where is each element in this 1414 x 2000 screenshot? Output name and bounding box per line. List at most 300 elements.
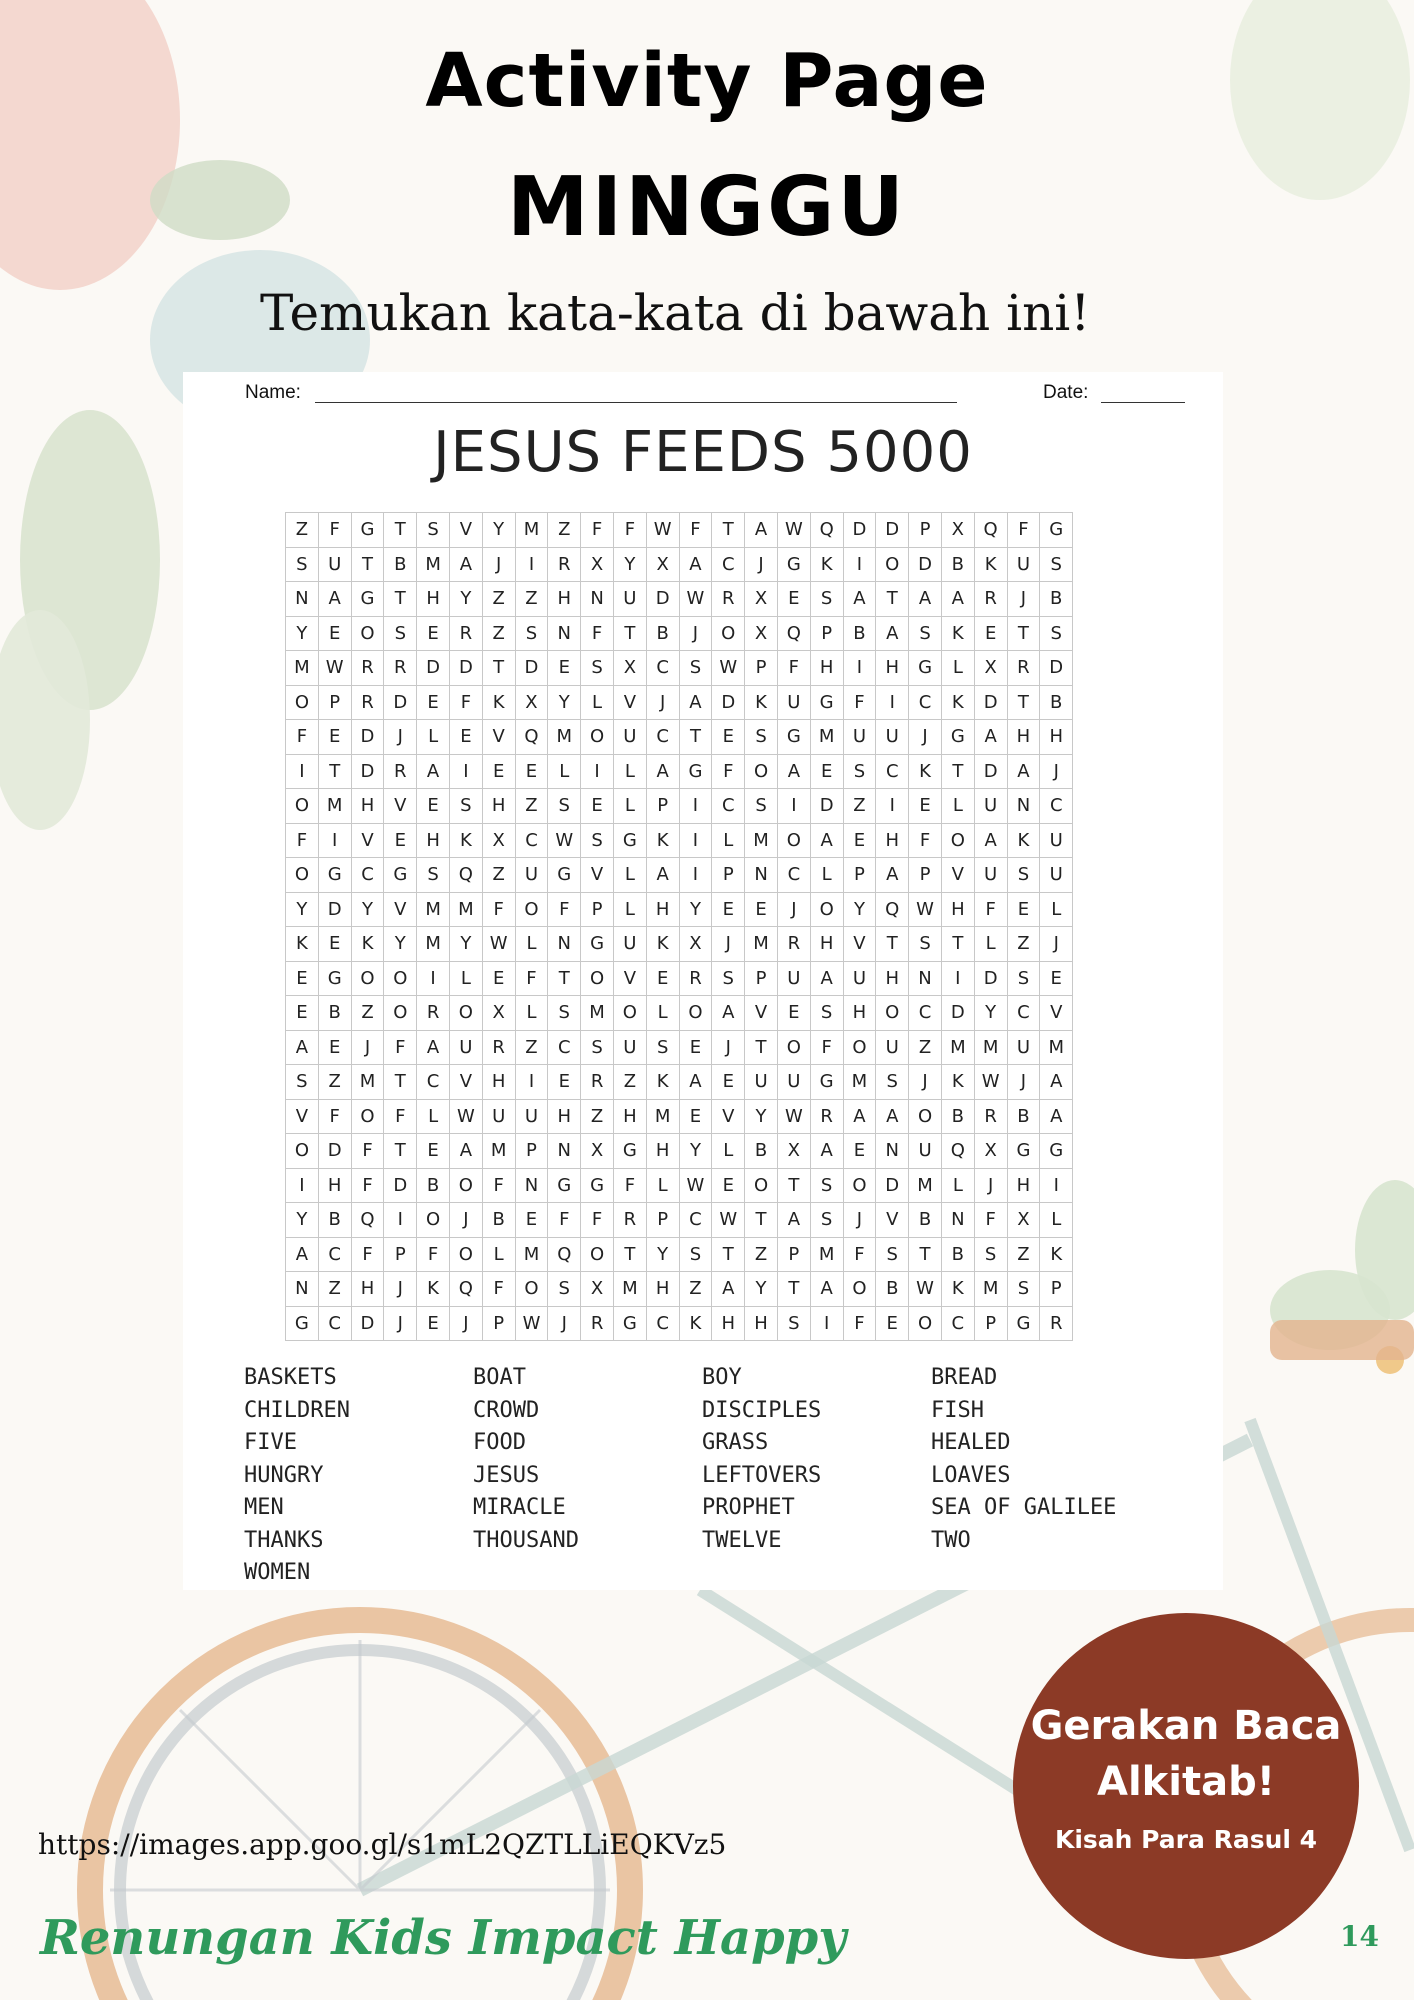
grid-cell: H bbox=[548, 582, 581, 617]
grid-cell: U bbox=[777, 1065, 810, 1100]
grid-cell: Z bbox=[515, 789, 548, 824]
grid-cell: T bbox=[941, 754, 974, 789]
grid-cell: V bbox=[745, 996, 778, 1031]
grid-cell: S bbox=[876, 1065, 909, 1100]
grid-cell: H bbox=[351, 789, 384, 824]
grid-cell: A bbox=[909, 582, 942, 617]
grid-cell: E bbox=[318, 616, 351, 651]
grid-cell: F bbox=[581, 513, 614, 548]
grid-cell: T bbox=[745, 1203, 778, 1238]
grid-cell: E bbox=[286, 961, 319, 996]
grid-cell: X bbox=[745, 616, 778, 651]
grid-cell: H bbox=[1040, 720, 1073, 755]
grid-cell: Q bbox=[810, 513, 843, 548]
grid-cell: X bbox=[581, 547, 614, 582]
grid-cell: A bbox=[810, 1134, 843, 1169]
grid-cell: F bbox=[974, 892, 1007, 927]
grid-cell: H bbox=[876, 823, 909, 858]
grid-cell: W bbox=[712, 1203, 745, 1238]
grid-cell: F bbox=[712, 754, 745, 789]
grid-cell: T bbox=[482, 651, 515, 686]
grid-cell: A bbox=[843, 1099, 876, 1134]
grid-cell: O bbox=[449, 996, 482, 1031]
grid-cell: K bbox=[810, 547, 843, 582]
grid-cell: M bbox=[909, 1168, 942, 1203]
grid-cell: Q bbox=[548, 1237, 581, 1272]
grid-cell: N bbox=[548, 616, 581, 651]
grid-cell: F bbox=[482, 1272, 515, 1307]
grid-cell: U bbox=[1040, 858, 1073, 893]
grid-cell: K bbox=[482, 685, 515, 720]
grid-row bbox=[286, 1134, 1073, 1169]
grid-cell: M bbox=[974, 1272, 1007, 1307]
grid-cell: F bbox=[351, 1134, 384, 1169]
grid-cell: U bbox=[613, 1030, 646, 1065]
grid-cell: P bbox=[646, 789, 679, 824]
grid-cell: F bbox=[581, 616, 614, 651]
grid-cell: O bbox=[941, 823, 974, 858]
grid-cell: L bbox=[482, 1237, 515, 1272]
grid-cell: W bbox=[482, 927, 515, 962]
grid-cell: W bbox=[679, 1168, 712, 1203]
grid-cell: G bbox=[613, 823, 646, 858]
grid-cell: X bbox=[1007, 1203, 1040, 1238]
grid-cell: D bbox=[318, 1134, 351, 1169]
grid-cell: L bbox=[581, 685, 614, 720]
grid-cell: Y bbox=[286, 1203, 319, 1238]
grid-cell: S bbox=[548, 996, 581, 1031]
grid-cell: B bbox=[909, 1203, 942, 1238]
grid-cell: S bbox=[646, 1030, 679, 1065]
grid-row bbox=[286, 685, 1073, 720]
grid-cell: R bbox=[581, 1306, 614, 1341]
grid-row bbox=[286, 582, 1073, 617]
grid-cell: Q bbox=[449, 1272, 482, 1307]
grid-cell: Y bbox=[548, 685, 581, 720]
word-item: GRASS bbox=[702, 1430, 769, 1455]
grid-cell: K bbox=[646, 927, 679, 962]
grid-cell: C bbox=[318, 1237, 351, 1272]
grid-cell: T bbox=[712, 513, 745, 548]
grid-cell: A bbox=[712, 996, 745, 1031]
grid-cell: H bbox=[417, 582, 450, 617]
grid-cell: M bbox=[286, 651, 319, 686]
grid-cell: J bbox=[1040, 927, 1073, 962]
grid-cell: J bbox=[843, 1203, 876, 1238]
grid-cell: E bbox=[318, 1030, 351, 1065]
grid-cell: H bbox=[417, 823, 450, 858]
grid-cell: G bbox=[1040, 513, 1073, 548]
grid-cell: I bbox=[941, 961, 974, 996]
grid-cell: C bbox=[679, 1203, 712, 1238]
grid-cell: V bbox=[581, 858, 614, 893]
word-item: FOOD bbox=[473, 1430, 526, 1455]
grid-cell: Q bbox=[941, 1134, 974, 1169]
grid-cell: F bbox=[482, 892, 515, 927]
grid-cell: R bbox=[581, 1065, 614, 1100]
grid-cell: V bbox=[384, 789, 417, 824]
grid-cell: T bbox=[745, 1030, 778, 1065]
grid-cell: C bbox=[777, 858, 810, 893]
grid-cell: Z bbox=[1007, 927, 1040, 962]
grid-cell: L bbox=[941, 789, 974, 824]
grid-cell: Y bbox=[286, 616, 319, 651]
brand-signature: Renungan Kids Impact Happy bbox=[40, 1910, 847, 1966]
grid-cell: F bbox=[384, 1030, 417, 1065]
grid-cell: Y bbox=[679, 1134, 712, 1169]
grid-cell: W bbox=[909, 1272, 942, 1307]
grid-cell: B bbox=[482, 1203, 515, 1238]
grid-cell: F bbox=[909, 823, 942, 858]
word-item: TWELVE bbox=[702, 1527, 782, 1553]
grid-cell: F bbox=[843, 685, 876, 720]
grid-cell: G bbox=[613, 1306, 646, 1341]
grid-cell: Y bbox=[449, 582, 482, 617]
grid-cell: U bbox=[613, 927, 646, 962]
grid-cell: F bbox=[515, 961, 548, 996]
grid-cell: N bbox=[581, 582, 614, 617]
grid-cell: E bbox=[712, 720, 745, 755]
grid-cell: H bbox=[548, 1099, 581, 1134]
grid-cell: P bbox=[909, 513, 942, 548]
grid-cell: U bbox=[449, 1030, 482, 1065]
grid-cell: B bbox=[941, 547, 974, 582]
letter-grid bbox=[285, 512, 1073, 1341]
grid-cell: A bbox=[449, 547, 482, 582]
grid-cell: F bbox=[581, 1203, 614, 1238]
grid-cell: S bbox=[909, 927, 942, 962]
reading-badge bbox=[1013, 1613, 1359, 1959]
grid-cell: O bbox=[909, 1099, 942, 1134]
grid-cell: Z bbox=[351, 996, 384, 1031]
grid-cell: L bbox=[810, 858, 843, 893]
grid-cell: S bbox=[712, 961, 745, 996]
grid-cell: C bbox=[318, 1306, 351, 1341]
grid-cell: M bbox=[515, 513, 548, 548]
grid-cell: R bbox=[482, 1030, 515, 1065]
grid-cell: Q bbox=[351, 1203, 384, 1238]
grid-cell: I bbox=[679, 789, 712, 824]
grid-cell: F bbox=[777, 651, 810, 686]
grid-cell: I bbox=[679, 823, 712, 858]
grid-cell: V bbox=[384, 892, 417, 927]
grid-cell: D bbox=[384, 1168, 417, 1203]
grid-cell: J bbox=[384, 720, 417, 755]
badge-line-3: Kisah Para Rasul 4 bbox=[1054, 1825, 1318, 1854]
grid-cell: F bbox=[548, 892, 581, 927]
word-item: MEN bbox=[244, 1495, 284, 1520]
grid-cell: D bbox=[810, 789, 843, 824]
grid-cell: Z bbox=[515, 1030, 548, 1065]
grid-cell: S bbox=[449, 789, 482, 824]
grid-cell: T bbox=[777, 1272, 810, 1307]
grid-cell: E bbox=[318, 720, 351, 755]
grid-cell: G bbox=[548, 858, 581, 893]
grid-cell: L bbox=[712, 823, 745, 858]
grid-cell: R bbox=[777, 927, 810, 962]
grid-cell: L bbox=[613, 858, 646, 893]
grid-cell: L bbox=[941, 1168, 974, 1203]
grid-cell: B bbox=[876, 1272, 909, 1307]
grid-cell: U bbox=[974, 858, 1007, 893]
grid-cell: D bbox=[318, 892, 351, 927]
grid-cell: H bbox=[941, 892, 974, 927]
grid-cell: J bbox=[449, 1203, 482, 1238]
grid-cell: P bbox=[810, 616, 843, 651]
grid-cell: O bbox=[712, 616, 745, 651]
grid-cell: R bbox=[1007, 651, 1040, 686]
grid-cell: O bbox=[449, 1237, 482, 1272]
grid-cell: S bbox=[777, 1306, 810, 1341]
grid-cell: E bbox=[482, 754, 515, 789]
grid-cell: J bbox=[712, 1030, 745, 1065]
grid-cell: Z bbox=[909, 1030, 942, 1065]
grid-cell: I bbox=[318, 823, 351, 858]
grid-cell: N bbox=[515, 1168, 548, 1203]
grid-cell: E bbox=[515, 754, 548, 789]
grid-cell: G bbox=[1007, 1306, 1040, 1341]
grid-cell: S bbox=[1040, 616, 1073, 651]
grid-cell: E bbox=[318, 927, 351, 962]
grid-cell: L bbox=[417, 1099, 450, 1134]
grid-row bbox=[286, 513, 1073, 548]
grid-cell: Y bbox=[449, 927, 482, 962]
grid-cell: C bbox=[351, 858, 384, 893]
grid-cell: V bbox=[712, 1099, 745, 1134]
grid-cell: V bbox=[876, 1203, 909, 1238]
grid-cell: A bbox=[810, 1272, 843, 1307]
grid-cell: U bbox=[974, 789, 1007, 824]
grid-cell: S bbox=[548, 1272, 581, 1307]
grid-cell: B bbox=[318, 1203, 351, 1238]
word-item: JESUS bbox=[473, 1462, 540, 1488]
grid-cell: E bbox=[548, 1065, 581, 1100]
grid-cell: Z bbox=[482, 582, 515, 617]
grid-cell: O bbox=[777, 1030, 810, 1065]
grid-cell: E bbox=[417, 1134, 450, 1169]
grid-cell: N bbox=[286, 582, 319, 617]
grid-cell: H bbox=[1007, 720, 1040, 755]
grid-cell: A bbox=[745, 513, 778, 548]
grid-cell: Q bbox=[515, 720, 548, 755]
grid-cell: G bbox=[318, 858, 351, 893]
grid-cell: M bbox=[515, 1237, 548, 1272]
grid-cell: M bbox=[810, 1237, 843, 1272]
grid-cell: K bbox=[941, 1272, 974, 1307]
grid-cell: S bbox=[286, 547, 319, 582]
grid-row bbox=[286, 651, 1073, 686]
grid-cell: K bbox=[745, 685, 778, 720]
grid-cell: A bbox=[1007, 754, 1040, 789]
grid-cell: U bbox=[482, 1099, 515, 1134]
grid-cell: Z bbox=[318, 1065, 351, 1100]
grid-cell: A bbox=[417, 1030, 450, 1065]
grid-cell: E bbox=[843, 823, 876, 858]
word-item: CHILDREN bbox=[244, 1397, 350, 1423]
grid-cell: T bbox=[613, 1237, 646, 1272]
grid-cell: L bbox=[515, 996, 548, 1031]
grid-cell: X bbox=[515, 685, 548, 720]
word-item: DISCIPLES bbox=[702, 1397, 822, 1423]
grid-cell: Y bbox=[482, 513, 515, 548]
grid-cell: R bbox=[712, 582, 745, 617]
grid-cell: K bbox=[1040, 1237, 1073, 1272]
grid-row bbox=[286, 1237, 1073, 1272]
instruction-text: Temukan kata-kata di bawah ini! bbox=[260, 284, 1091, 342]
grid-cell: J bbox=[449, 1306, 482, 1341]
grid-cell: S bbox=[679, 651, 712, 686]
grid-cell: L bbox=[712, 1134, 745, 1169]
grid-cell: M bbox=[482, 1134, 515, 1169]
grid-cell: J bbox=[909, 1065, 942, 1100]
grid-row bbox=[286, 927, 1073, 962]
word-item: THOUSAND bbox=[473, 1527, 579, 1553]
grid-cell: G bbox=[777, 720, 810, 755]
grid-cell: P bbox=[909, 858, 942, 893]
grid-cell: S bbox=[909, 616, 942, 651]
grid-row bbox=[286, 1272, 1073, 1307]
grid-cell: T bbox=[384, 513, 417, 548]
date-label: Date: bbox=[1043, 382, 1089, 403]
grid-cell: D bbox=[646, 582, 679, 617]
word-item: LOAVES bbox=[931, 1462, 1011, 1488]
grid-cell: G bbox=[318, 961, 351, 996]
grid-cell: Z bbox=[843, 789, 876, 824]
grid-cell: H bbox=[843, 996, 876, 1031]
grid-cell: E bbox=[548, 651, 581, 686]
grid-cell: F bbox=[318, 1099, 351, 1134]
grid-cell: S bbox=[1040, 547, 1073, 582]
grid-cell: O bbox=[351, 1099, 384, 1134]
grid-cell: J bbox=[745, 547, 778, 582]
grid-cell: S bbox=[974, 1237, 1007, 1272]
grid-cell: B bbox=[318, 996, 351, 1031]
grid-cell: J bbox=[777, 892, 810, 927]
grid-cell: P bbox=[712, 858, 745, 893]
grid-cell: L bbox=[1040, 1203, 1073, 1238]
grid-cell: I bbox=[515, 547, 548, 582]
grid-row bbox=[286, 823, 1073, 858]
grid-cell: K bbox=[909, 754, 942, 789]
grid-cell: E bbox=[679, 1030, 712, 1065]
grid-cell: P bbox=[581, 892, 614, 927]
grid-cell: S bbox=[581, 823, 614, 858]
grid-cell: J bbox=[1007, 1065, 1040, 1100]
grid-cell: G bbox=[351, 513, 384, 548]
grid-cell: C bbox=[876, 754, 909, 789]
grid-cell: O bbox=[909, 1306, 942, 1341]
grid-cell: N bbox=[1007, 789, 1040, 824]
grid-cell: X bbox=[581, 1272, 614, 1307]
grid-cell: R bbox=[810, 1099, 843, 1134]
grid-cell: F bbox=[449, 685, 482, 720]
grid-cell: T bbox=[876, 927, 909, 962]
grid-cell: K bbox=[351, 927, 384, 962]
grid-cell: S bbox=[810, 582, 843, 617]
grid-cell: K bbox=[417, 1272, 450, 1307]
grid-cell: I bbox=[286, 1168, 319, 1203]
grid-cell: B bbox=[1007, 1099, 1040, 1134]
grid-cell: Z bbox=[581, 1099, 614, 1134]
grid-cell: U bbox=[613, 720, 646, 755]
grid-cell: I bbox=[810, 1306, 843, 1341]
grid-cell: J bbox=[1007, 582, 1040, 617]
word-item: BASKETS bbox=[244, 1365, 337, 1390]
grid-cell: E bbox=[712, 1065, 745, 1100]
grid-cell: C bbox=[417, 1065, 450, 1100]
grid-cell: G bbox=[941, 720, 974, 755]
grid-cell: O bbox=[810, 892, 843, 927]
grid-cell: X bbox=[974, 651, 1007, 686]
grid-cell: N bbox=[286, 1272, 319, 1307]
grid-cell: V bbox=[449, 513, 482, 548]
grid-cell: D bbox=[515, 651, 548, 686]
grid-cell: X bbox=[482, 823, 515, 858]
word-item: CROWD bbox=[473, 1397, 540, 1423]
grid-cell: X bbox=[941, 513, 974, 548]
grid-cell: C bbox=[909, 685, 942, 720]
grid-cell: D bbox=[351, 720, 384, 755]
grid-cell: M bbox=[974, 1030, 1007, 1065]
grid-cell: M bbox=[351, 1065, 384, 1100]
grid-cell: U bbox=[613, 582, 646, 617]
grid-cell: L bbox=[417, 720, 450, 755]
grid-cell: F bbox=[318, 513, 351, 548]
grid-cell: J bbox=[679, 616, 712, 651]
grid-cell: I bbox=[777, 789, 810, 824]
grid-cell: H bbox=[1007, 1168, 1040, 1203]
grid-cell: G bbox=[581, 927, 614, 962]
grid-cell: I bbox=[876, 685, 909, 720]
grid-cell: A bbox=[941, 582, 974, 617]
grid-cell: H bbox=[318, 1168, 351, 1203]
grid-cell: C bbox=[1007, 996, 1040, 1031]
grid-cell: Y bbox=[613, 547, 646, 582]
grid-cell: A bbox=[286, 1030, 319, 1065]
grid-cell: E bbox=[1040, 961, 1073, 996]
grid-cell: S bbox=[876, 1237, 909, 1272]
grid-cell: M bbox=[646, 1099, 679, 1134]
grid-cell: L bbox=[941, 651, 974, 686]
grid-cell: J bbox=[351, 1030, 384, 1065]
grid-cell: M bbox=[417, 547, 450, 582]
grid-cell: B bbox=[941, 1099, 974, 1134]
grid-cell: E bbox=[712, 1168, 745, 1203]
grid-cell: L bbox=[613, 789, 646, 824]
grid-cell: R bbox=[351, 651, 384, 686]
grid-cell: V bbox=[449, 1065, 482, 1100]
grid-cell: Q bbox=[974, 513, 1007, 548]
grid-cell: L bbox=[1040, 892, 1073, 927]
grid-cell: G bbox=[384, 858, 417, 893]
grid-cell: D bbox=[909, 547, 942, 582]
grid-cell: Z bbox=[1007, 1237, 1040, 1272]
grid-cell: D bbox=[1040, 651, 1073, 686]
grid-cell: H bbox=[646, 892, 679, 927]
grid-cell: U bbox=[876, 1030, 909, 1065]
grid-cell: M bbox=[548, 720, 581, 755]
grid-cell: I bbox=[515, 1065, 548, 1100]
grid-row bbox=[286, 996, 1073, 1031]
grid-cell: U bbox=[909, 1134, 942, 1169]
grid-cell: T bbox=[679, 720, 712, 755]
grid-cell: S bbox=[515, 616, 548, 651]
grid-cell: Y bbox=[843, 892, 876, 927]
grid-cell: D bbox=[974, 961, 1007, 996]
grid-cell: S bbox=[1007, 1272, 1040, 1307]
grid-cell: M bbox=[318, 789, 351, 824]
grid-cell: W bbox=[974, 1065, 1007, 1100]
